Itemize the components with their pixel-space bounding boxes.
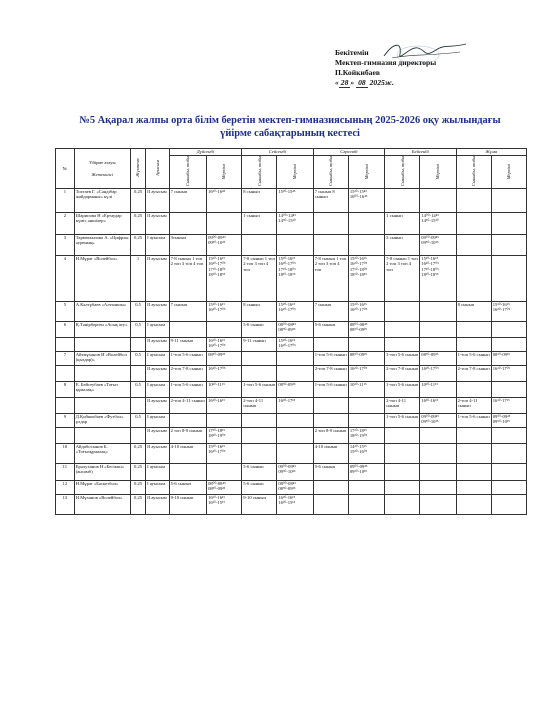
cell-num: 12 — [56, 481, 75, 495]
header-class: Сыныбы, тобы — [385, 156, 420, 189]
header-day-tue: Сейсенбі — [242, 149, 313, 156]
cell-wed-t — [348, 481, 384, 495]
cell-load: 0,25 — [130, 213, 145, 235]
cell-fri-t — [491, 213, 526, 235]
cell-name: Е. Бейсеубаев «Тоғыз құмалақ» — [74, 382, 130, 398]
cell-num — [56, 338, 75, 352]
cell-wed-t: 14³⁰-15¹⁵ 15²⁰-16⁰⁵ — [348, 444, 384, 464]
table-row — [56, 444, 527, 464]
cell-fri-t: 09⁰⁰-09⁴⁵ 09⁵⁰-10³⁵ — [491, 414, 526, 428]
cell-mon-t: 08⁵⁰-09³⁵ — [207, 352, 242, 366]
cell-fri-c — [456, 235, 491, 256]
cell-tue-c: 2-топ 4-11 сынып — [242, 398, 277, 414]
cell-shift: I ауысым — [146, 322, 169, 338]
cell-wed-c: 7 сынып — [313, 302, 348, 322]
cell-fri-t — [491, 189, 526, 213]
cell-mon-t: 16²⁰-17⁰⁵ — [207, 366, 242, 382]
cell-shift: I ауысым — [146, 481, 169, 495]
cell-mon-c: 7-8 сынып 1 топ 2 топ 3 топ 4 топ — [169, 256, 206, 302]
cell-num — [56, 398, 75, 414]
header-day-wed: Сәрсенбі — [313, 149, 384, 156]
cell-thu-t — [420, 338, 456, 352]
cell-thu-c: 2-топ 4-11 сынып — [385, 398, 420, 414]
cell-mon-t: 16³⁰-16⁴⁵ — [207, 189, 242, 213]
cell-shift: I ауысым — [146, 382, 169, 398]
cell-tue-c — [242, 235, 277, 256]
approval-date-year: 2025ж. — [369, 78, 394, 87]
cell-wed-t: 08⁰⁰-08⁴⁵ 08⁵⁰-09³⁵ — [348, 322, 384, 338]
cell-mon-t: 15³⁰-16¹⁵ 16²⁰-17⁰⁵ — [207, 444, 242, 464]
cell-shift: I ауысым — [146, 414, 169, 428]
cell-mon-c: 7 сынып — [169, 302, 206, 322]
cell-num: 6 — [56, 322, 75, 338]
cell-tue-t — [277, 235, 313, 256]
cell-tue-t: 15³⁰-16¹⁵ 16²⁰-17⁰⁵ — [277, 302, 313, 322]
cell-fri-c — [456, 382, 491, 398]
cell-thu-c — [385, 428, 420, 444]
cell-mon-c: 5-6 сынып — [169, 481, 206, 495]
cell-fri-t — [491, 322, 526, 338]
cell-num: 9 — [56, 414, 75, 428]
cell-name: Тохтаев Г. «Сәндібар жайдарманы» күлі — [74, 189, 130, 213]
cell-mon-t: 16³⁰-16¹⁵ — [207, 398, 242, 414]
cell-tue-t: 09⁰⁰-09⁴⁵ 09⁵⁰-10³⁵ — [277, 464, 313, 481]
cell-tue-c: 5-6 сынып — [242, 464, 277, 481]
cell-wed-c — [313, 235, 348, 256]
cell-wed-t: 10³⁰-11¹⁵ — [348, 382, 384, 398]
cell-thu-c: 3 сынып — [385, 235, 420, 256]
cell-shift: II ауысым — [146, 398, 169, 414]
cell-name — [74, 398, 130, 414]
cell-name — [74, 366, 130, 382]
header-class: Сыныбы, тобы — [169, 156, 206, 189]
cell-name: Шарипова Н «Ертаудар күміс әншілер» — [74, 213, 130, 235]
cell-num: 3 — [56, 235, 75, 256]
cell-tue-c: 9-11 сынып — [242, 338, 277, 352]
header-class: Сыныбы, тобы — [242, 156, 277, 189]
cell-name: Айтмұханов И «Волейбол (қыздар)» — [74, 352, 130, 366]
cell-tue-t — [277, 444, 313, 464]
cell-fri-c: 8 сынып — [456, 302, 491, 322]
cell-name: А.Кәлтұбаев «Алтыншы» — [74, 302, 130, 322]
cell-thu-t: 08⁵⁰-09³⁵ — [420, 352, 456, 366]
cell-thu-c: 2-топ 7-8 сынып — [385, 366, 420, 382]
cell-wed-c: 4-10 сынып — [313, 444, 348, 464]
cell-tue-c — [242, 366, 277, 382]
cell-shift: II ауысым — [146, 302, 169, 322]
cell-shift: I ауысым — [146, 464, 169, 481]
table-row — [56, 322, 527, 338]
cell-wed-t: 16²⁰-17⁰⁵ — [348, 366, 384, 382]
header-time: Мерзімі — [420, 156, 456, 189]
cell-mon-c: 1-топ 5-6 сынып — [169, 382, 206, 398]
cell-wed-t: 17³⁰-18¹⁵ 18²⁰-19⁰⁵ — [348, 428, 384, 444]
cell-fri-c: 1-топ 5-6 сынып — [456, 414, 491, 428]
cell-thu-c: 1-топ 5-6 сынып — [385, 352, 420, 366]
cell-fri-t — [491, 235, 526, 256]
cell-load — [130, 338, 145, 352]
approval-date-day: 28 — [340, 78, 349, 87]
cell-load: 0,25 — [130, 235, 145, 256]
cell-thu-t — [420, 495, 456, 515]
cell-num: 10 — [56, 444, 75, 464]
cell-tue-c: 1-топ 5-6 сынып — [242, 382, 277, 398]
cell-num: 4 — [56, 256, 75, 302]
cell-mon-c: 2-топ 4-11 сынып — [169, 398, 206, 414]
cell-mon-c: 7 сынып — [169, 189, 206, 213]
cell-name: Н.Мұрат «Волейбол» — [74, 256, 130, 302]
cell-name: Айдабосынов Б. «Тоғызқұмалақ» — [74, 444, 130, 464]
cell-thu-c — [385, 444, 420, 464]
cell-thu-c — [385, 495, 420, 515]
cell-name: Н.Мұрат «Баскетбол» — [74, 481, 130, 495]
cell-num: 7 — [56, 352, 75, 366]
cell-wed-t — [348, 495, 384, 515]
cell-wed-c: 1-топ 5-6 сынып — [313, 352, 348, 366]
cell-fri-c — [456, 322, 491, 338]
approval-title: Бекітемін — [335, 48, 369, 57]
cell-mon-t — [207, 464, 242, 481]
cell-mon-c — [169, 464, 206, 481]
header-shift: Ауысым — [146, 149, 169, 189]
cell-shift: II ауысым — [146, 495, 169, 515]
cell-tue-c: 5-6 сынып — [242, 322, 277, 338]
cell-num: 8 — [56, 382, 75, 398]
document-title: №5 Ақарал жалпы орта білім беретін мектеп-гимназиясының 2025-2026 оқу жылындағы үйірме сабақтарының кестесі — [79, 115, 501, 139]
cell-shift: II ауысым — [146, 213, 169, 235]
header-load: Жүктеме — [130, 149, 145, 189]
cell-wed-t: 15³⁰-15⁴⁵ 16⁰⁰-16⁴⁵ — [348, 189, 384, 213]
cell-fri-t — [491, 382, 526, 398]
table-row — [56, 189, 527, 213]
cell-thu-t: 09⁰⁰-09⁴⁵ 09⁵⁰-10³⁵ — [420, 414, 456, 428]
header-time: Мерзімі — [491, 156, 526, 189]
table-row — [56, 495, 527, 515]
cell-num: 11 — [56, 464, 75, 481]
cell-tue-t — [277, 428, 313, 444]
approval-date-month: 08 — [358, 78, 366, 87]
cell-mon-c: 2-топ 7-8 сынып — [169, 366, 206, 382]
cell-name — [74, 338, 130, 352]
cell-load: 0,25 — [130, 189, 145, 213]
cell-mon-t — [207, 414, 242, 428]
cell-tue-c: 7-8 сынып 1 топ 2 топ 3 топ 4 топ — [242, 256, 277, 302]
cell-fri-t — [491, 464, 526, 481]
cell-thu-t: 14⁰⁰-14⁴⁵ 14⁵⁰-15³⁰ — [420, 213, 456, 235]
cell-name: Тарматкызова А. «Цифрлы әуреның» — [74, 235, 130, 256]
cell-tue-t: 14⁰⁰-14⁴⁵ 14⁵⁰-15³⁰ — [277, 213, 313, 235]
cell-thu-t: 15³⁰-16¹⁵ 16²⁰-17⁰⁵ 17¹⁰-18⁰⁵ 18¹⁰-18⁵⁵ — [420, 256, 456, 302]
table-row — [56, 414, 527, 428]
cell-mon-c: 2 топ 8-9 сынып — [169, 428, 206, 444]
cell-tue-c — [242, 414, 277, 428]
cell-name: Қ.Тәнірберген «Асық ату» — [74, 322, 130, 338]
cell-mon-t: 16³⁰-16¹⁵ 16²⁰-15¹⁵ — [207, 495, 242, 515]
cell-shift: I ауысым — [146, 235, 169, 256]
cell-thu-t: 10³⁰-11¹⁵ — [420, 382, 456, 398]
cell-fri-t — [491, 481, 526, 495]
cell-fri-t — [491, 495, 526, 515]
cell-wed-t — [348, 338, 384, 352]
stamp-mark — [395, 44, 441, 66]
cell-name: Н.Мұханов «Волейбол» — [74, 495, 130, 515]
cell-fri-c: 1-топ 5-6 сынып — [456, 352, 491, 366]
cell-wed-c — [313, 398, 348, 414]
cell-thu-t — [420, 444, 456, 464]
cell-thu-c: 1-топ 5-6 сынып — [385, 382, 420, 398]
cell-num — [56, 366, 75, 382]
cell-load: 0,25 — [130, 481, 145, 495]
cell-thu-c — [385, 189, 420, 213]
cell-tue-t: 08⁵⁰-09³⁵ — [277, 382, 313, 398]
header-time: Мерзімі — [277, 156, 313, 189]
cell-thu-t — [420, 189, 456, 213]
schedule-body — [56, 189, 527, 515]
cell-shift: II ауысым — [146, 444, 169, 464]
cell-load: 0,25 — [130, 495, 145, 515]
cell-mon-t: 15³⁰-16¹⁵ 16²⁰-17⁰⁵ — [207, 302, 242, 322]
cell-wed-c — [313, 481, 348, 495]
cell-wed-c: 2 топ 8-9 сынып — [313, 428, 348, 444]
cell-tue-t: 08⁰⁰-08⁴⁵ 08⁵⁰-09³⁵ — [277, 322, 313, 338]
cell-mon-t: 10³⁰-11¹⁵ — [207, 382, 242, 398]
cell-load — [130, 398, 145, 414]
cell-tue-t — [277, 352, 313, 366]
cell-num: 5 — [56, 302, 75, 322]
cell-wed-c — [313, 495, 348, 515]
cell-tue-c: 1 сынып — [242, 213, 277, 235]
cell-fri-c — [456, 464, 491, 481]
cell-mon-t: 16³⁰-16¹⁵ 16²⁰-17⁰⁵ — [207, 338, 242, 352]
cell-wed-t — [348, 414, 384, 428]
cell-mon-c: 9-11 сынып — [169, 338, 206, 352]
cell-mon-c — [169, 213, 206, 235]
cell-tue-c — [242, 428, 277, 444]
cell-fri-c — [456, 495, 491, 515]
cell-name: Д.Қойшыбаев «Футбол» ұлдар — [74, 414, 130, 428]
cell-tue-c: 5-6 сынып — [242, 481, 277, 495]
cell-num: 2 — [56, 213, 75, 235]
cell-mon-t: 15³⁰-16¹⁵ 16²⁰-17⁰⁵ 17¹⁰-18⁰⁵ 18¹⁰-18⁵⁵ — [207, 256, 242, 302]
cell-tue-t: 08⁰⁰-08⁴⁵ 08⁵⁰-09³⁵ — [277, 481, 313, 495]
cell-fri-t: 08⁵⁰-09³⁵ — [491, 352, 526, 366]
cell-fri-t — [491, 256, 526, 302]
cell-thu-t: 16³⁰-16¹⁵ — [420, 398, 456, 414]
cell-thu-c — [385, 481, 420, 495]
cell-load: 0,25 — [130, 444, 145, 464]
cell-wed-c — [313, 338, 348, 352]
cell-mon-t: 09⁰⁰-09⁴⁵ 09⁵⁰-10³⁵ — [207, 235, 242, 256]
cell-thu-t — [420, 464, 456, 481]
table-row — [56, 428, 527, 444]
approval-person: П.Койкибаев — [335, 68, 380, 77]
cell-load: 0,5 — [130, 414, 145, 428]
cell-tue-t: 15³⁰-15⁴⁵ — [277, 189, 313, 213]
cell-fri-c — [456, 256, 491, 302]
cell-thu-t: 16²⁰-17⁰⁵ — [420, 366, 456, 382]
table-row — [56, 235, 527, 256]
cell-shift: II ауысым — [146, 366, 169, 382]
cell-mon-c — [169, 414, 206, 428]
header-class: Сыныбы, тобы — [313, 156, 348, 189]
header-time: Мерзімі — [348, 156, 384, 189]
cell-fri-c — [456, 213, 491, 235]
header-day-mon: Дүйсенбі — [169, 149, 242, 156]
cell-mon-t — [207, 322, 242, 338]
cell-thu-c — [385, 464, 420, 481]
header-num: № — [56, 149, 75, 189]
header-time: Мерзімі — [207, 156, 242, 189]
cell-mon-t: 17³⁰-18¹⁵ 18²⁰-19⁰⁵ — [207, 428, 242, 444]
cell-load: 0,5 — [130, 352, 145, 366]
cell-thu-t — [420, 302, 456, 322]
cell-fri-t: 16²⁰-17⁰⁵ — [491, 366, 526, 382]
cell-wed-t — [348, 235, 384, 256]
cell-shift: II ауысым — [146, 189, 169, 213]
cell-tue-t: 16³⁰-16¹⁵ 16²⁰-15¹⁵ — [277, 495, 313, 515]
cell-wed-t: 15³⁰-16¹⁵ 16²⁰-17⁰⁵ — [348, 302, 384, 322]
cell-wed-c — [313, 213, 348, 235]
table-row — [56, 481, 527, 495]
cell-fri-t — [491, 444, 526, 464]
cell-tue-c: 8 сынып — [242, 302, 277, 322]
cell-tue-t — [277, 414, 313, 428]
cell-fri-t — [491, 338, 526, 352]
cell-mon-c: 9-10 сынып — [169, 495, 206, 515]
cell-wed-t — [348, 213, 384, 235]
cell-fri-c: 2-топ 7-8 сынып — [456, 366, 491, 382]
cell-mon-c: 4-10 сынып — [169, 444, 206, 464]
cell-load: 0,5 — [130, 302, 145, 322]
cell-wed-c: 5-6 сынып — [313, 322, 348, 338]
table-row — [56, 302, 527, 322]
cell-wed-c: 7 сынып 8 сынып — [313, 189, 348, 213]
cell-mon-t: 08⁰⁰-08⁴⁵ 08⁵⁰-09³⁵ — [207, 481, 242, 495]
cell-wed-t — [348, 398, 384, 414]
cell-shift: I ауысым — [146, 352, 169, 366]
cell-mon-c: 1-топ 5-6 сынып — [169, 352, 206, 366]
cell-name: Ерәлуханов Н «Бесікші» (ансамб) — [74, 464, 130, 481]
cell-wed-c: 1-топ 5-6 сынып — [313, 382, 348, 398]
cell-wed-t: 08⁵⁰-09³⁵ — [348, 352, 384, 366]
cell-load: 0,5 — [130, 322, 145, 338]
cell-wed-c: 5-6 сынып — [313, 464, 348, 481]
cell-fri-c — [456, 481, 491, 495]
cell-fri-c — [456, 428, 491, 444]
header-name: Үйірме атауы Жетекшісі — [74, 149, 130, 189]
table-row — [56, 464, 527, 481]
cell-tue-t: 15³⁰-16¹⁵ 16²⁰-17⁰⁵ 17¹⁰-18⁰⁵ 18¹⁰-18⁵⁵ — [277, 256, 313, 302]
cell-shift: II ауысым — [146, 256, 169, 302]
cell-thu-c: 1 сынып — [385, 213, 420, 235]
header-day-fri: Жұма — [456, 149, 526, 156]
cell-shift: II ауысым — [146, 338, 169, 352]
cell-num: 1 — [56, 189, 75, 213]
cell-load: 0,5 — [130, 382, 145, 398]
cell-thu-c — [385, 338, 420, 352]
cell-tue-c: 9-10 сынып — [242, 495, 277, 515]
cell-load: 1 — [130, 256, 145, 302]
cell-thu-c: 7-8 сынып 1 топ 2 топ 3 топ 4 топ — [385, 256, 420, 302]
table-row — [56, 398, 527, 414]
cell-fri-c — [456, 338, 491, 352]
cell-load — [130, 428, 145, 444]
cell-thu-t — [420, 481, 456, 495]
cell-tue-t: 16³⁰-17¹⁵ — [277, 398, 313, 414]
cell-wed-c: 7-8 сынып 1 топ 2 топ 3 топ 4 топ — [313, 256, 348, 302]
header-class: Сыныбы, тобы — [456, 156, 491, 189]
header-day-thu: Бейсенбі — [385, 149, 456, 156]
cell-fri-c: 2-топ 4-11 сынып — [456, 398, 491, 414]
table-row — [56, 338, 527, 352]
cell-fri-t: 15³⁰-16¹⁵ 16²⁰-17⁰⁵ — [491, 302, 526, 322]
cell-wed-t: 09⁰⁰-09⁴⁵ 09⁵⁰-10³⁵ — [348, 464, 384, 481]
cell-tue-c: 8 сынып — [242, 189, 277, 213]
table-row — [56, 256, 527, 302]
cell-thu-t — [420, 322, 456, 338]
cell-thu-c — [385, 322, 420, 338]
table-row — [56, 352, 527, 366]
cell-thu-t — [420, 428, 456, 444]
cell-thu-t: 09⁰⁰-09⁴⁵ 09⁵⁰-10³⁵ — [420, 235, 456, 256]
cell-wed-c — [313, 414, 348, 428]
cell-mon-c — [169, 322, 206, 338]
cell-fri-c — [456, 189, 491, 213]
table-row — [56, 366, 527, 382]
cell-shift: II ауысым — [146, 428, 169, 444]
approval-date: « 28 » 08 2025ж. — [335, 78, 394, 87]
cell-wed-t: 15³⁰-16¹⁵ 16²⁰-17⁰⁵ 17¹⁰-18⁰⁵ 18¹⁰-18⁵⁵ — [348, 256, 384, 302]
cell-load: 0,25 — [130, 464, 145, 481]
cell-thu-c — [385, 302, 420, 322]
cell-tue-t — [277, 366, 313, 382]
cell-thu-c: 1-топ 5-6 сынып — [385, 414, 420, 428]
cell-fri-c — [456, 444, 491, 464]
cell-fri-t: 16³⁰-17¹⁵ — [491, 398, 526, 414]
cell-num: 13 — [56, 495, 75, 515]
approval-position: Мектеп-гимназия директоры — [335, 58, 437, 67]
cell-tue-c — [242, 444, 277, 464]
cell-tue-c — [242, 352, 277, 366]
schedule-table — [55, 148, 527, 515]
cell-tue-t: 15³⁰-16¹⁵ 16²⁰-17⁰⁵ — [277, 338, 313, 352]
table-row — [56, 382, 527, 398]
cell-mon-c: 3сынып — [169, 235, 206, 256]
cell-wed-c: 2-топ 7-8 сынып — [313, 366, 348, 382]
cell-mon-t — [207, 213, 242, 235]
cell-name — [74, 428, 130, 444]
cell-fri-t — [491, 428, 526, 444]
table-row — [56, 213, 527, 235]
cell-load — [130, 366, 145, 382]
cell-num — [56, 428, 75, 444]
